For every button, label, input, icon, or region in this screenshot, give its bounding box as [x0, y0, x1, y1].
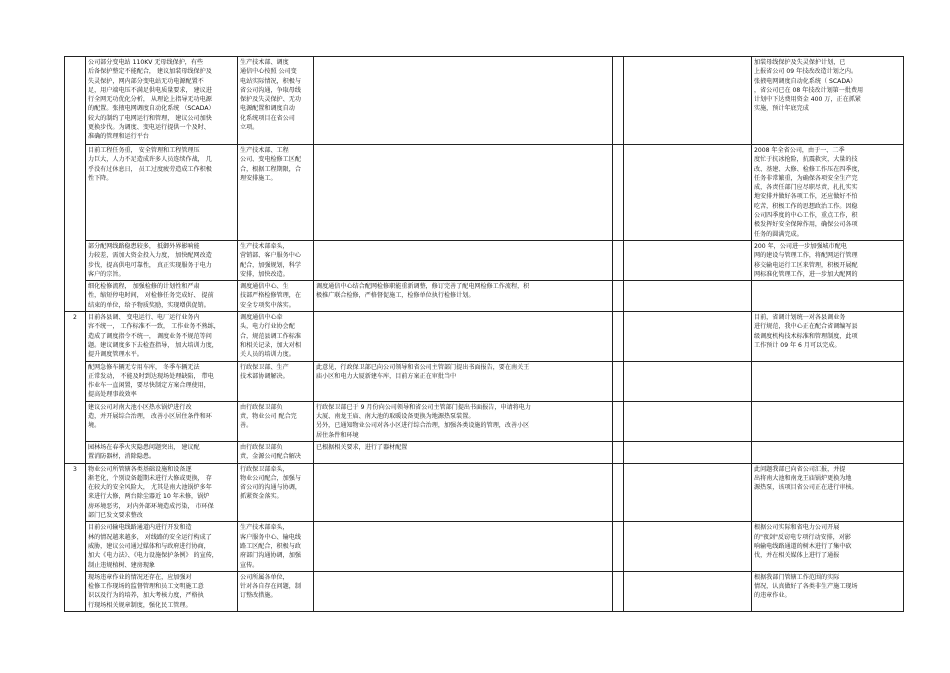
problem-cell: 部分配网线路稳患较多， 抵御外界影响能 力较差，需加大资金投入力度， 加快配网改造 步伐，提高供电可靠性， 真正实现服务于电力 客户的宗旨。	[86, 241, 238, 281]
blank-cell	[613, 441, 624, 463]
blank-cell	[624, 441, 752, 463]
plan-cell	[752, 401, 904, 441]
blank-cell	[613, 57, 624, 145]
responsible-dept-cell: 生产技术部牵头， 客户服务中心、输电线 路工区配合，积极与政 府部门沟通协调，加强 宣传。	[238, 522, 314, 571]
blank-cell	[624, 312, 752, 361]
responsible-dept-cell: 调度通信中心牵 头，电力行业协会配 合，规范县调工作标准 和相关记录，加大对相 关人员的培训力度。	[238, 312, 314, 361]
blank-cell	[613, 571, 624, 611]
blank-cell	[613, 145, 624, 241]
plan-cell	[752, 281, 904, 312]
table-row	[65, 441, 904, 463]
problem-cell: 现场违章作业的情况还存在，应加强对 检修工作现场的监督管理和员工文明施工意 识以及行为的培养，加大考核力度，严格执 行现场相关规章制度，强化民工管理。	[86, 571, 238, 611]
status-cell	[314, 312, 613, 361]
blank-cell	[613, 522, 624, 571]
plan-cell	[752, 361, 904, 401]
blank-cell	[624, 361, 752, 401]
problem-cell: 目前公司输电线路通道内进行开发和造 林的情况越来越多， 对线路的安全运行构成了 威胁，建议公司通过媒体和与政府进行协商， 加大《电力法》、《电力设施保护条例》 的宣传， 制止违规植树、建房现象	[86, 522, 238, 571]
status-cell	[314, 522, 613, 571]
responsible-dept-cell: 调度通信中心、生 技部严格检修管理，在 安全专项奖中落实。	[238, 281, 314, 312]
blank-cell	[624, 57, 752, 145]
plan-cell: 200 年，公司进一步加强城市配电 网的建设与管理工作，将配网运行管理 移交输电运行工区来管理，积极开展配 网标准化管理工作，进一步加大配网的	[752, 241, 904, 281]
blank-cell	[624, 241, 752, 281]
problem-cell: 配网急修车辆无专用车库， 冬季车辆无法 正常发动， 不能及时到达现场处理缺陷， 带电 作业车一直闲置，要尽快制定方案合理使用， 提高处理事故效率	[86, 361, 238, 401]
group-number-cell	[65, 57, 86, 312]
responsible-dept-cell: 行政保卫部牵头， 物业公司配合，加强与 省公司的沟通与协调， 抓紧资金落实。	[238, 463, 314, 522]
problem-cell: 细化检修流程， 加强检修的计划性和严肃 性，缩短停电时间， 对检修任务完成好、 提前 结束的单位，给予物质奖励，实现增供促销。	[86, 281, 238, 312]
measures-table	[64, 56, 904, 612]
blank-cell	[624, 522, 752, 571]
table-row	[65, 281, 904, 312]
plan-cell: 目前，省调计划统一对各县调业务 进行规范，我中心正在配合省调编写县 级调度机构技术标准和管理制度，此项 工作预计 09 年 6 月可以完成。	[752, 312, 904, 361]
plan-cell: 根据我部门管辖工作范围的实际 情况，认真做好了各类非生产施工现场 的违章作业。	[752, 571, 904, 611]
problem-cell: 公司部分变电站 110KV 无母线保护，有些 后备保护整定不能配合， 建议加装母线保护及 失灵保护，网内部分变电站无功电源配置不 足，用户端电压不满足供电质量要求， 建议进 行全网无功优化分析， 从理论上指导无功电源 的配置。张掖电网调度自动化系统 （SCADA） 较大的制约了电网运行和管理， 建议公司加快 更换步伐。为调度、变电运行提供一个及时、 准确的管理和运行平台	[86, 57, 238, 145]
status-cell: 已根据相关要求，进行了器材配置	[314, 441, 613, 463]
blank-cell	[624, 281, 752, 312]
table-row	[65, 361, 904, 401]
plan-cell: 根据公司实际和省电力公司开展 的"夜剑"反窃电专项行动安排，对影 响输电线路通道的树木进行了集中砍 伐，并在相关媒体上进行了通报	[752, 522, 904, 571]
blank-cell	[613, 281, 624, 312]
blank-cell	[624, 401, 752, 441]
status-cell	[314, 571, 613, 611]
responsible-dept-cell: 由行政保卫部负 责，金源公司配合解决	[238, 441, 314, 463]
responsible-dept-cell: 生产技术部牵头， 营销部、客户服务中心 配合，加强规划，科学 安排，加快改造。	[238, 241, 314, 281]
responsible-dept-cell: 生产技术部、调度 通信中心按照 公司变 电站实际情况，积极与 省公司沟通，争取母线 保护及失灵保护、无功 电源配置和调度自动 化系统项目在省公司 立项。	[238, 57, 314, 145]
blank-cell	[613, 463, 624, 522]
table-row	[65, 401, 904, 441]
table-row	[65, 145, 904, 241]
problem-cell: 目前工程任务重， 安全管理和工程管理压 力巨大，人力不足造成许多人员连续作战， 几 乎没有过休息日， 员工过度疲劳造成工作积极 性下降。	[86, 145, 238, 241]
status-cell: 调度通信中心结合配网检修职能重新调整，修订完善了配电网检修工作流程，积 极推广联合检修，严格督促施工，检修单位执行检修计划。	[314, 281, 613, 312]
blank-cell	[613, 312, 624, 361]
table-row	[65, 241, 904, 281]
status-cell	[314, 463, 613, 522]
blank-cell	[624, 145, 752, 241]
table-row	[65, 57, 904, 145]
status-cell: 此意见，行政保卫部已向公司领导和省公司主管部门提出书面报告，要在南关王 庙小区和电力大厦新建车库，目前方案正在审批当中	[314, 361, 613, 401]
responsible-dept-cell: 公司所属各单位， 针对各自存在问题，制 订整改措施。	[238, 571, 314, 611]
responsible-dept-cell: 由行政保卫部负 责，物业公司 配合完 善。	[238, 401, 314, 441]
blank-cell	[624, 463, 752, 522]
problem-cell: 目前各县调、 变电运行、电厂运行业务内 容不统一， 工作标准不一致， 工作业务不熟练， 造成了调度指令不统一， 调度业务不规范等问 题。建议调度多下去检查指导， 加大培训力度， 提升调度管理水平。	[86, 312, 238, 361]
responsible-dept-cell: 生产技术部、工程 公司、变电检修工区配 合，根据工程期限，合 理安排施工。	[238, 145, 314, 241]
plan-cell: 加装母线保护及失灵保护计划，已 上报省公司 09 年技改改造计划之内。 张掖电网调度自动化系统（ SCADA） ，省公司已在 08 年技改计划第一批费用 计划中下达费用资金 400 万，正在抓紧 实施，预计年底完成	[752, 57, 904, 145]
status-cell	[314, 145, 613, 241]
blank-cell	[624, 571, 752, 611]
group-number-cell: 2	[65, 312, 86, 463]
table-row	[65, 463, 904, 522]
blank-cell	[613, 361, 624, 401]
problem-cell: 物业公司所管辖各类基础设施和设备逐 渐老化，个别设备超期未进行大修或更换， 存 在较大的安全风险大， 尤其是南大池锅炉多年 来进行大修，两台除尘器近 10 年未修，锅炉 房环境恶劣， 对内外部环境造成污染， 市环保 部门已发文要求整改	[86, 463, 238, 522]
blank-cell	[613, 401, 624, 441]
status-cell	[314, 57, 613, 145]
blank-cell	[613, 241, 624, 281]
status-cell	[314, 241, 613, 281]
table-row	[65, 522, 904, 571]
responsible-dept-cell: 行政保卫部、生产 技术部协调解决。	[238, 361, 314, 401]
plan-cell: 2008 年全省公司，由于一、二季 度忙于抗冰抢险，抗震救灾，大量的技 改、基建、大修、检修工作压在四季度， 任务非常繁重，为确保各项安全生产完 成，各责任部门应尽职尽责，扎扎实实 地安排并做好各项工作，还应做好不怕 吃苦，积极工作的思想政治工作。因稳 公司四季度的中心工作，重点工作，积 极发挥好安全保障作用，确保公司各项 任务的圆满完成。	[752, 145, 904, 241]
problem-cell: 建议公司对南大池小区热水锅炉进行改 造，并开展综合治理， 改善小区居住条件和环 境。	[86, 401, 238, 441]
plan-cell	[752, 441, 904, 463]
table-row	[65, 571, 904, 611]
table-row	[65, 312, 904, 361]
group-number-cell: 3	[65, 463, 86, 611]
plan-cell: 此问题我部已向省公司汇报，并提 出将南大池和南龙王庙锅炉更换为地 源热泵，该项目省公司正在进行审核。	[752, 463, 904, 522]
problem-cell: 园林场在春季火灾隐患问题突出， 建议配 置消防器材，消除隐患。	[86, 441, 238, 463]
status-cell: 行政保卫部已于 9 月份向公司领导和省公司主管部门提出书面报告，申请将电力 大厦、南龙王庙、南大池的取暖设备更换为地源热泵装置。 另外，已通知物业公司对各小区进行综合治理，加强各类设施的管理，改善小区 居住条件和环境	[314, 401, 613, 441]
